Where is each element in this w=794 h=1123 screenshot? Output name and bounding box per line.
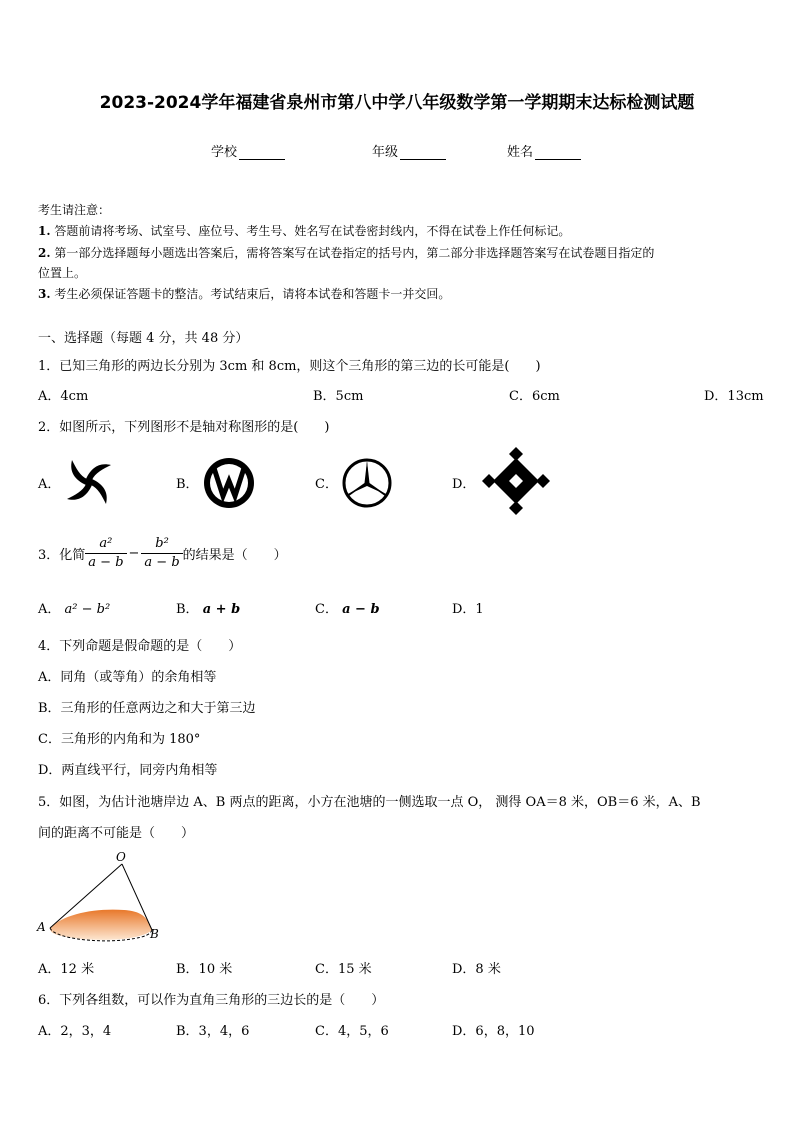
q3-option-d: D．1 — [452, 602, 484, 617]
q5-stem-line-2: 间的距离不可能是（ ） — [38, 826, 195, 841]
notice-item-2-cont: 位置上。 — [38, 266, 87, 280]
q3-stem-prefix: 3．化简 — [38, 548, 86, 563]
three-point-star-logo-icon — [341, 457, 393, 509]
q3-option-c-label: C． — [315, 602, 338, 617]
q3-fraction-2-num: b² — [141, 535, 182, 554]
q4-option-a: A．同角（或等角）的余角相等 — [38, 670, 217, 685]
name-field — [507, 141, 581, 160]
q5-option-d: D．8 米 — [452, 962, 501, 977]
q4-option-b: B．三角形的任意两边之和大于第三边 — [38, 701, 256, 716]
q5-option-c: C．15 米 — [315, 962, 372, 977]
q2-option-b-label: B． — [176, 477, 199, 492]
notice-item-1 — [38, 221, 570, 241]
notice-item-1-num: 1. — [38, 224, 51, 238]
section-heading: 一、选择题（每题 4 分，共 48 分） — [38, 331, 249, 346]
q3-fraction-1-den: a − b — [88, 555, 124, 570]
q3-minus: − — [128, 546, 140, 561]
q5-option-a: A．12 米 — [38, 962, 95, 977]
notice-item-3 — [38, 284, 450, 304]
page-title: 2023-2024学年福建省泉州市第八中学八年级数学第一学期期末达标检测试题 — [99, 93, 695, 113]
notice-item-1-text: 答题前请将考场、试室号、座位号、考生号、姓名写在试卷密封线内，不得在试卷上作任何标记。 — [54, 224, 571, 238]
q3-option-a-value: a² − b² — [64, 602, 111, 617]
grade-label: 年级 — [372, 145, 399, 160]
school-blank — [239, 147, 285, 160]
q3-option-b — [176, 598, 240, 617]
diamond-cross-pattern-icon — [481, 446, 551, 516]
q2-option-c-label: C． — [315, 477, 338, 492]
q2-stem: 2．如图所示，下列图形不是轴对称图形的是( ) — [38, 420, 330, 435]
q1-option-a: A．4cm — [38, 389, 89, 404]
q6-option-c: C．4，5，6 — [315, 1024, 389, 1039]
q4-option-d: D．两直线平行，同旁内角相等 — [38, 763, 218, 778]
label-b: B — [150, 927, 159, 941]
q6-option-a: A．2，3，4 — [38, 1024, 112, 1039]
vw-logo-icon — [203, 457, 255, 509]
q6-option-d: D．6，8，10 — [452, 1024, 535, 1039]
notice-heading: 考生请注意： — [38, 203, 111, 217]
q2-option-a-label: A． — [38, 477, 61, 492]
q6-option-b: B．3，4，6 — [176, 1024, 250, 1039]
q3-fraction-1-num: a² — [85, 535, 126, 554]
q3-fraction-2 — [141, 535, 182, 572]
notice-item-2 — [38, 243, 654, 263]
q3-option-b-label: B． — [176, 602, 199, 617]
q3-option-b-value: a + b — [202, 602, 241, 617]
q3-stem — [38, 535, 287, 572]
q5-stem-line-1: 5．如图，为估计池塘岸边 A、B 两点的距离，小方在池塘的一侧选取一点 O， 测得 OA＝8 米，OB＝6 米，A、B — [38, 795, 701, 810]
school-field — [211, 141, 285, 160]
q3-option-c-value: a − b — [342, 602, 380, 617]
q3-option-a — [38, 598, 110, 617]
q3-option-c — [315, 598, 380, 617]
school-label: 学校 — [211, 145, 238, 160]
notice-item-2-text: 第一部分选择题每小题选出答案后，需将答案写在试卷指定的括号内，第二部分非选择题答案写在试卷题目指定的 — [54, 246, 655, 260]
notice-item-3-num: 3. — [38, 287, 51, 301]
q1-option-d: D．13cm — [704, 389, 764, 404]
q2-option-d-label: D． — [452, 477, 476, 492]
pond-diagram — [34, 848, 164, 948]
name-label: 姓名 — [507, 145, 534, 160]
q1-stem: 1．已知三角形的两边长分别为 3cm 和 8cm，则这个三角形的第三边的长可能是( ) — [38, 359, 541, 374]
q4-stem: 4．下列命题是假命题的是（ ） — [38, 639, 242, 654]
name-blank — [535, 147, 581, 160]
q3-option-a-label: A． — [38, 602, 61, 617]
q5-option-b: B．10 米 — [176, 962, 233, 977]
q3-fraction-1 — [85, 535, 126, 572]
grade-field — [372, 141, 446, 160]
q1-option-c: C．6cm — [509, 389, 560, 404]
notice-item-2-num: 2. — [38, 246, 51, 260]
grade-blank — [400, 147, 446, 160]
q4-option-c: C．三角形的内角和为 180° — [38, 732, 201, 747]
pinwheel-icon — [62, 455, 116, 509]
q3-stem-suffix: 的结果是（ ） — [182, 548, 287, 563]
notice-item-3-text: 考生必须保证答题卡的整洁。考试结束后，请将本试卷和答题卡一并交回。 — [54, 287, 451, 301]
label-o: O — [116, 850, 126, 864]
q3-fraction-2-den: a − b — [144, 555, 180, 570]
label-a: A — [37, 920, 46, 934]
q6-stem: 6．下列各组数，可以作为直角三角形的三边长的是（ ） — [38, 993, 385, 1008]
q1-option-b: B．5cm — [313, 389, 364, 404]
